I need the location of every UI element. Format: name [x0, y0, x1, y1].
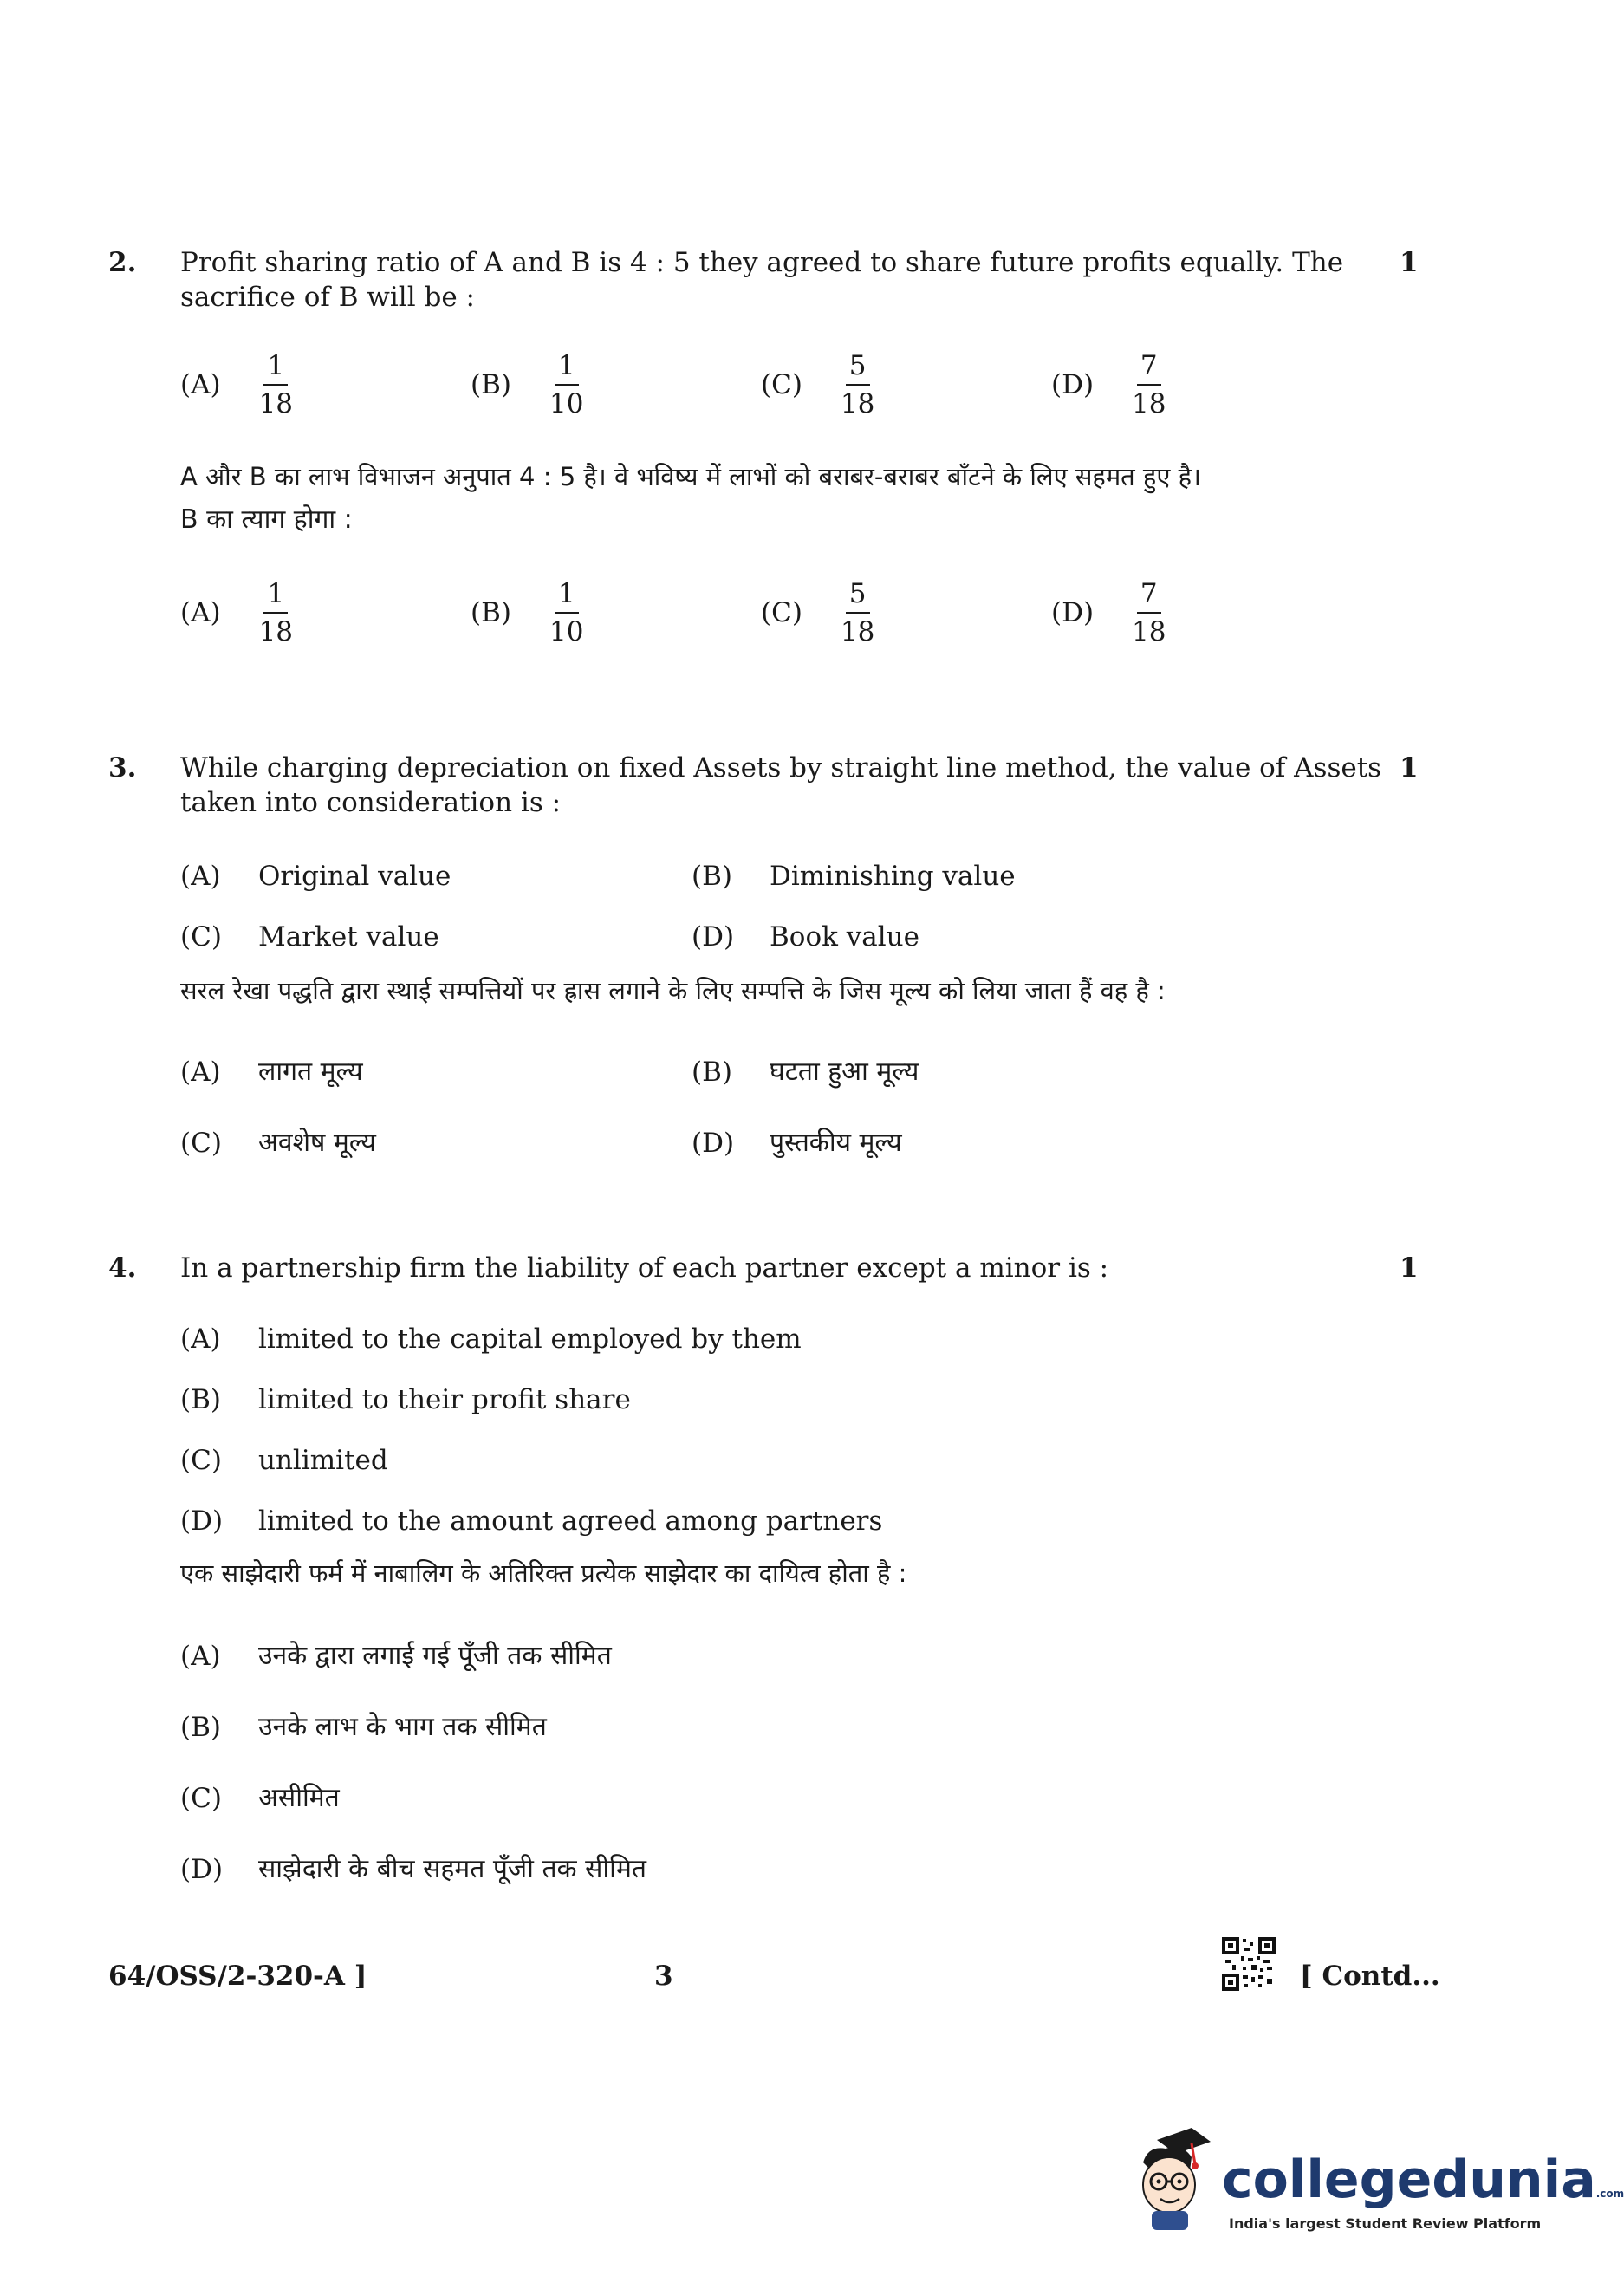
option-text: Diminishing value	[770, 861, 1016, 892]
option-text: limited to the capital employed by them	[258, 1323, 802, 1355]
option-text: उनके लाभ के भाग तक सीमित	[258, 1712, 547, 1742]
option-label: (C)	[761, 369, 802, 400]
option-c[interactable]	[180, 1108, 692, 1179]
question-2-number: 2.	[108, 247, 137, 278]
question-3-options-hi	[180, 1037, 1393, 1179]
option-a[interactable]	[180, 1309, 882, 1369]
option-d[interactable]	[692, 1108, 902, 1179]
option-a[interactable]	[180, 351, 471, 419]
option-label: (D)	[1051, 369, 1095, 400]
fraction: $\frac{1}{18}$	[258, 578, 294, 647]
option-d[interactable]	[180, 1491, 882, 1551]
question-3-hindi-text: सरल रेखा पद्धति द्वारा स्थाई सम्पत्तियों पर ह्रास लगाने के लिए सम्पत्ति के जिस मूल्य को लिया जाता हैं वह है :	[180, 976, 1166, 1005]
fraction: $\frac{7}{18}$	[1132, 578, 1166, 647]
option-label: (B)	[471, 369, 511, 400]
option-text: unlimited	[258, 1445, 388, 1476]
option-d[interactable]	[180, 1834, 646, 1905]
question-4-number: 4.	[108, 1252, 137, 1284]
question-4-hindi-text: एक साझेदारी फर्म में नाबालिग के अतिरिक्त प्रत्येक साझेदार का दायित्व होता है :	[180, 1558, 907, 1588]
option-text: limited to the amount agreed among partners	[258, 1505, 883, 1537]
option-label: (C)	[180, 1445, 222, 1476]
option-text: Market value	[258, 921, 439, 953]
option-a[interactable]	[180, 1037, 692, 1108]
question-2-text	[180, 245, 1350, 315]
fraction: $\frac{1}{10}$	[549, 578, 584, 647]
option-d[interactable]	[692, 907, 919, 967]
option-label: (A)	[180, 369, 221, 400]
question-4-options-en	[180, 1309, 882, 1551]
option-text: असीमित	[258, 1783, 340, 1813]
fraction: $\frac{5}{18}$	[840, 350, 875, 419]
option-text: लागत मूल्य	[258, 1057, 363, 1087]
option-label: (D)	[692, 1128, 735, 1159]
option-label: (D)	[180, 1854, 224, 1885]
continued-label: [ Contd...	[1300, 1961, 1440, 1992]
question-3-line-2: taken into consideration is :	[180, 787, 562, 818]
question-4-marks: 1	[1400, 1252, 1419, 1284]
logo-text: collegedunia	[1222, 2149, 1596, 2210]
option-b[interactable]	[471, 351, 761, 419]
question-2-options-hi	[180, 579, 1341, 647]
logo-suffix: .com	[1595, 2188, 1624, 2200]
question-2-line-1: Profit sharing ratio of A and B is 4 : 5 they agreed to share future profits equally. The	[180, 247, 1344, 278]
option-text: साझेदारी के बीच सहमत पूँजी तक सीमित	[258, 1854, 646, 1884]
option-label: (A)	[180, 597, 221, 628]
option-a[interactable]	[180, 846, 692, 907]
question-2-marks: 1	[1400, 247, 1419, 278]
option-label: (C)	[180, 1783, 222, 1814]
question-2-hindi-line-2: B का त्याग होगा :	[180, 504, 353, 535]
option-label: (B)	[180, 1712, 221, 1743]
logo-tagline: India's largest Student Review Platform	[1229, 2215, 1542, 2232]
question-2-hindi-text	[180, 455, 1393, 542]
option-label: (A)	[180, 1057, 221, 1088]
option-a[interactable]	[180, 1621, 646, 1692]
page-number: 3	[654, 1961, 673, 1992]
question-2-line-2: sacrifice of B will be :	[180, 282, 475, 313]
option-text: Original value	[258, 861, 451, 892]
question-3-number: 3.	[108, 752, 137, 784]
option-label: (A)	[180, 1323, 221, 1355]
option-c[interactable]	[180, 907, 692, 967]
question-3-marks: 1	[1400, 752, 1419, 784]
option-c[interactable]	[761, 579, 1051, 647]
option-b[interactable]	[471, 579, 761, 647]
question-3-text	[180, 751, 1382, 820]
option-a[interactable]	[180, 579, 471, 647]
fraction: $\frac{5}{18}$	[840, 578, 875, 647]
option-c[interactable]	[761, 351, 1051, 419]
option-b[interactable]	[180, 1692, 646, 1763]
option-label: (C)	[180, 1128, 222, 1159]
option-b[interactable]	[692, 846, 1016, 907]
option-c[interactable]	[180, 1763, 646, 1834]
question-4-options-hi	[180, 1621, 646, 1905]
option-label: (D)	[180, 1505, 224, 1537]
option-label: (B)	[471, 597, 511, 628]
mascot-icon	[1131, 2128, 1213, 2232]
option-d[interactable]	[1051, 579, 1341, 647]
paper-code: 64/OSS/2-320-A ]	[108, 1961, 367, 1992]
option-label: (D)	[1051, 597, 1095, 628]
option-label: (D)	[692, 921, 735, 953]
option-text: limited to their profit share	[258, 1384, 631, 1415]
fraction: $\frac{7}{18}$	[1132, 350, 1166, 419]
option-label: (B)	[692, 861, 732, 892]
option-label: (A)	[180, 1641, 221, 1672]
question-3-options-en	[180, 846, 1393, 967]
option-label: (C)	[761, 597, 802, 628]
option-text: Book value	[770, 921, 919, 953]
option-b[interactable]	[692, 1037, 919, 1108]
collegedunia-logo[interactable]	[1222, 2149, 1624, 2210]
option-text: अवशेष मूल्य	[258, 1128, 376, 1158]
question-2-hindi-line-1: A और B का लाभ विभाजन अनुपात 4 : 5 है। वे भविष्य में लाभों को बराबर-बराबर बाँटने के लिए सहमत हुए है।	[180, 462, 1201, 491]
fraction: $\frac{1}{10}$	[549, 350, 584, 419]
option-label: (A)	[180, 861, 221, 892]
option-b[interactable]	[180, 1369, 882, 1430]
option-text: उनके द्वारा लगाई गई पूँजी तक सीमित	[258, 1641, 612, 1671]
question-4-text: In a partnership firm the liability of each partner except a minor is :	[180, 1252, 1109, 1284]
option-label: (B)	[180, 1384, 221, 1415]
option-text: घटता हुआ मूल्य	[770, 1057, 919, 1087]
fraction: $\frac{1}{18}$	[258, 350, 294, 419]
question-2-options-en	[180, 351, 1341, 419]
option-d[interactable]	[1051, 351, 1341, 419]
option-label: (C)	[180, 921, 222, 953]
option-c[interactable]	[180, 1430, 882, 1491]
question-3-line-1: While charging depreciation on fixed Assets by straight line method, the value of Assets	[180, 752, 1382, 784]
qr-code-icon	[1222, 1937, 1276, 1991]
option-label: (B)	[692, 1057, 732, 1088]
option-text: पुस्तकीय मूल्य	[770, 1128, 902, 1158]
